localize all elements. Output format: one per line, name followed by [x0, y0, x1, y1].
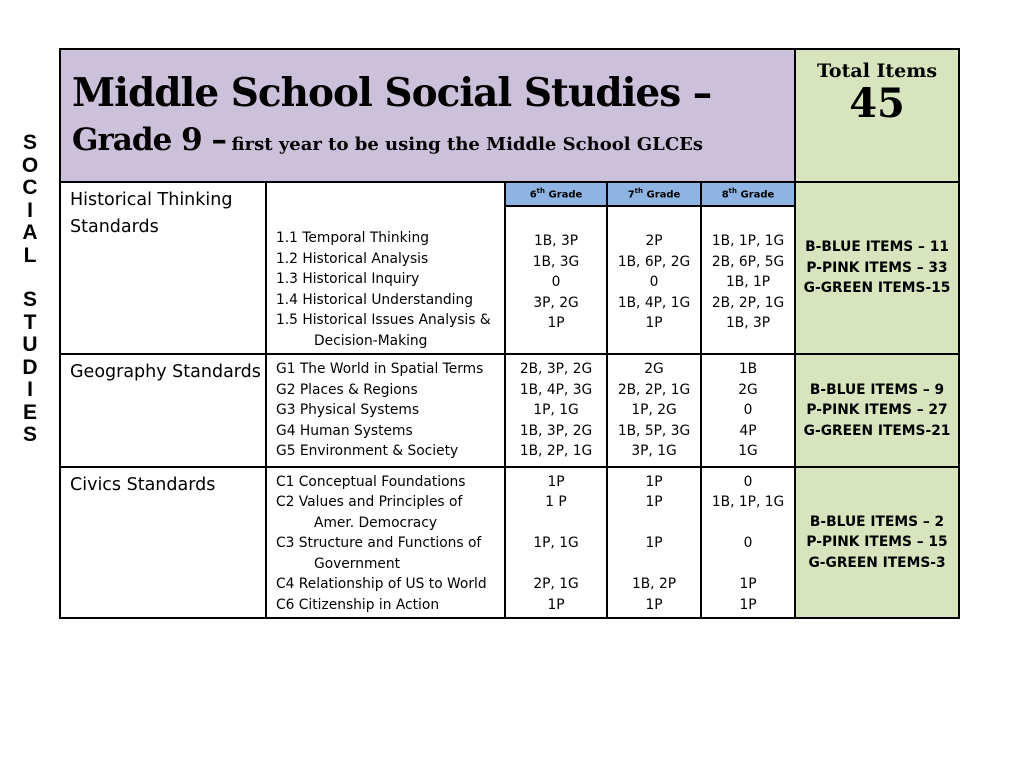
summary-blue: B-BLUE ITEMS – 11 [805, 239, 949, 256]
side-letter: I [27, 198, 33, 222]
grade-header-6: 6th Grade [505, 182, 607, 206]
summary-pink: P-PINK ITEMS – 27 [806, 402, 948, 418]
civics-row [60, 467, 959, 619]
grade-header-8: 8th Grade [701, 182, 795, 206]
summary-historical [795, 182, 959, 354]
standard-item: C4 Relationship of US to World [276, 576, 487, 592]
summary-blue: B-BLUE ITEMS – 2 [809, 513, 945, 530]
historical-grade8-values: 1B, 1P, 1G 2B, 6P, 5G 1B, 1P 2B, 2P, 1G 1B, 3P [701, 206, 795, 354]
side-letter: C [22, 176, 38, 199]
side-letter: I [27, 378, 33, 401]
standard-item: 1.2 Historical Analysis [276, 250, 429, 267]
summary-civics [795, 467, 959, 619]
geography-grade6-values: 2B, 3P, 2G 1B, 4P, 3G 1P, 1G 1B, 3P, 2G 1B, 2P, 1G [505, 354, 607, 467]
side-letter: T [23, 310, 37, 334]
title-row [60, 49, 959, 182]
summary-pink: P-PINK ITEMS – 33 [806, 259, 948, 276]
side-letter: L [23, 243, 37, 267]
side-letter: S [22, 131, 37, 154]
side-letter: U [22, 333, 38, 356]
summary-green: G-GREEN ITEMS-15 [803, 280, 951, 297]
standard-item: 1.3 Historical Inquiry [276, 271, 420, 287]
standard-item: 1.5 Historical Issues Analysis & [276, 312, 491, 328]
geography-grade8-values: 1B 2G 0 4P 1G [701, 354, 795, 467]
standards-historical [266, 182, 505, 354]
standard-item: Decision-Making [314, 332, 428, 349]
side-label-social-studies [14, 132, 46, 447]
total-items-label: Total Items [816, 60, 938, 82]
title-block [60, 49, 795, 182]
standard-item: C1 Conceptual Foundations [276, 473, 466, 490]
summary-green: G-GREEN ITEMS-21 [803, 422, 951, 439]
side-letter: A [22, 221, 38, 244]
title-subline [72, 122, 794, 158]
standard-item: G3 Physical Systems [276, 402, 420, 418]
summary-blue: B-BLUE ITEMS – 9 [809, 381, 945, 398]
category-civics: Civics Standards [60, 467, 266, 619]
side-letter: O [21, 153, 39, 177]
standard-item: G2 Places & Regions [276, 381, 418, 398]
historical-grade7-values: 2P 1B, 6P, 2G 0 1B, 4P, 1G 1P [607, 206, 701, 354]
side-letter: E [22, 400, 37, 424]
historical-header-row [60, 182, 959, 206]
category-historical: Historical Thinking Standards [60, 182, 266, 354]
category-geography: Geography Standards [60, 354, 266, 467]
standard-item: G1 The World in Spatial Terms [276, 361, 484, 377]
side-letter: D [22, 355, 38, 379]
side-letter: S [22, 423, 37, 446]
standard-item: 1.1 Temporal Thinking [276, 230, 429, 246]
grade-title: Grade 9 – [72, 122, 226, 158]
summary-pink: P-PINK ITEMS – 15 [806, 534, 948, 550]
civics-grade6-values: 1P 1 P 1P, 1G 2P, 1G 1P [505, 467, 607, 619]
standard-item: C6 Citizenship in Action [276, 596, 440, 613]
standard-item: C3 Structure and Functions of [276, 535, 482, 551]
civics-grade8-values: 0 1B, 1P, 1G 0 1P 1P [701, 467, 795, 619]
standard-item: G4 Human Systems [276, 422, 413, 439]
standard-item: 1.4 Historical Understanding [276, 291, 473, 308]
standard-item: Amer. Democracy [314, 514, 437, 531]
title-subtitle: first year to be using the Middle School GLCEs [231, 134, 704, 155]
page-title: Middle School Social Studies – [72, 70, 712, 116]
standards-table [59, 48, 960, 619]
summary-green: G-GREEN ITEMS-3 [808, 554, 946, 571]
standards-civics [266, 467, 505, 619]
standard-item: C2 Values and Principles of [276, 494, 463, 510]
geography-grade7-values: 2G 2B, 2P, 1G 1P, 2G 1B, 5P, 3G 3P, 1G [607, 354, 701, 467]
grade-header-7: 7th Grade [607, 182, 701, 206]
total-items-value: 45 [849, 80, 905, 127]
civics-grade7-values: 1P 1P 1P 1B, 2P 1P [607, 467, 701, 619]
side-letter: S [22, 288, 37, 311]
geography-row [60, 354, 959, 467]
standard-item: G5 Environment & Society [276, 443, 459, 459]
standard-item: Government [314, 555, 401, 572]
historical-grade6-values: 1B, 3P 1B, 3G 0 3P, 2G 1P [505, 206, 607, 354]
summary-geography [795, 354, 959, 467]
total-items-block [795, 49, 959, 182]
standards-geography [266, 354, 505, 467]
